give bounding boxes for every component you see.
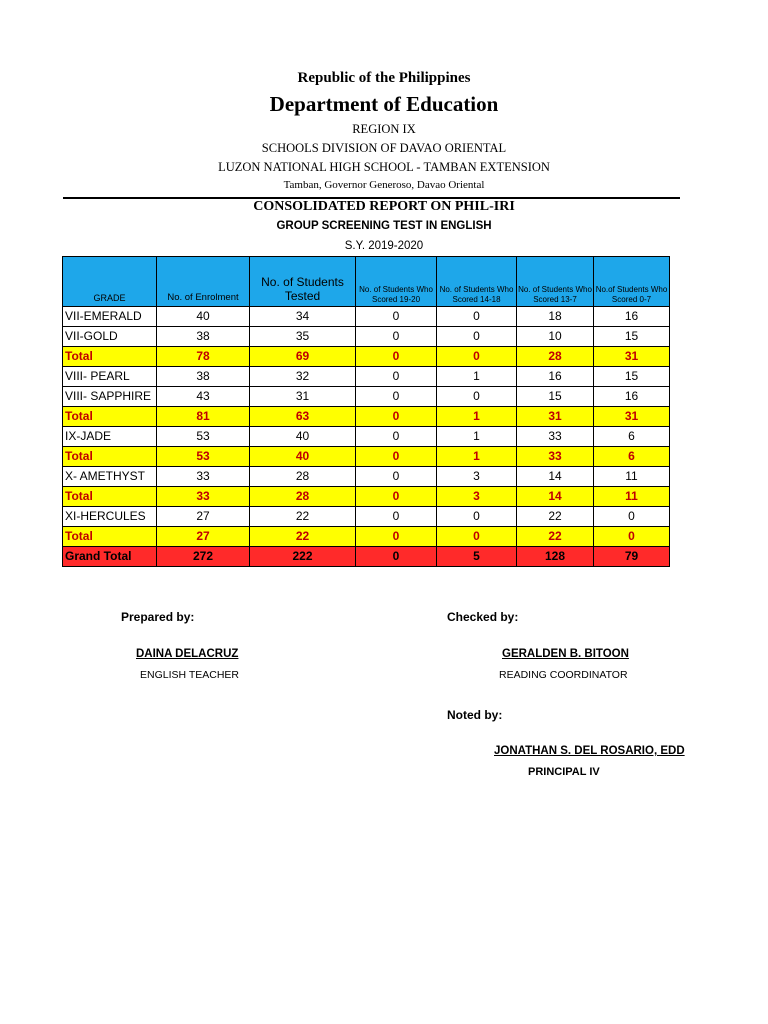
value-cell: 28 [517,347,594,367]
value-cell: 28 [250,467,356,487]
table-row [63,327,670,347]
value-cell: 6 [594,427,670,447]
value-cell: 0 [356,427,437,447]
value-cell: 0 [437,507,517,527]
value-cell: 0 [356,527,437,547]
value-cell: 5 [437,547,517,567]
value-cell: 16 [594,387,670,407]
value-cell: 1 [437,427,517,447]
value-cell: 1 [437,447,517,467]
total-row [63,447,670,467]
value-cell: 43 [157,387,250,407]
checked-by-name: GERALDEN B. BITOON [502,648,629,660]
value-cell: 0 [356,487,437,507]
value-cell: 0 [594,507,670,527]
division-label: SCHOOLS DIVISION OF DAVAO ORIENTAL [261,141,507,155]
school-year: S.Y. 2019-2020 [344,240,424,252]
value-cell: 0 [437,387,517,407]
total-row [63,527,670,547]
checked-by-label: Checked by: [447,610,519,624]
value-cell: 33 [157,467,250,487]
value-cell: 53 [157,427,250,447]
value-cell: 0 [356,467,437,487]
grade-cell: VIII- PEARL [63,367,157,387]
grade-cell: Total [63,527,157,547]
value-cell: 18 [517,307,594,327]
report-subtitle: GROUP SCREENING TEST IN ENGLISH [276,220,492,232]
address-label: Tamban, Governor Generoso, Davao Oriental [283,179,485,191]
column-header-enrolment: No. of Enrolment [157,257,250,307]
column-header-score-0-7: No.of Students Who Scored 0-7 [594,257,670,307]
table-row [63,307,670,327]
value-cell: 40 [250,427,356,447]
value-cell: 78 [157,347,250,367]
report-title: CONSOLIDATED REPORT ON PHIL-IRI [253,199,515,214]
grade-cell: XI-HERCULES [63,507,157,527]
prepared-by-name: DAINA DELACRUZ [136,648,239,660]
table-row [63,367,670,387]
noted-by-role: PRINCIPAL IV [528,766,600,778]
department-title: Department of Education [269,92,499,116]
value-cell: 0 [356,387,437,407]
value-cell: 0 [594,527,670,547]
table-row [63,507,670,527]
noted-by-label: Noted by: [447,708,503,722]
value-cell: 128 [517,547,594,567]
column-header-score-13-7: No. of Students Who Scored 13-7 [517,257,594,307]
table-row [63,467,670,487]
column-header-tested: No. of Students Tested [250,257,356,307]
value-cell: 0 [437,327,517,347]
value-cell: 31 [517,407,594,427]
value-cell: 3 [437,487,517,507]
value-cell: 0 [356,407,437,427]
value-cell: 32 [250,367,356,387]
column-header-score-14-18: No. of Students Who Scored 14-18 [437,257,517,307]
value-cell: 3 [437,467,517,487]
republic-label: Republic of the Philippines [297,70,471,86]
grade-cell: IX-JADE [63,427,157,447]
grade-cell: VII-GOLD [63,327,157,347]
grade-cell: X- AMETHYST [63,467,157,487]
school-label: LUZON NATIONAL HIGH SCHOOL - TAMBAN EXTENSION [218,160,550,174]
value-cell: 6 [594,447,670,467]
value-cell: 15 [517,387,594,407]
value-cell: 0 [356,547,437,567]
value-cell: 38 [157,367,250,387]
value-cell: 14 [517,467,594,487]
grade-cell: Grand Total [63,547,157,567]
value-cell: 33 [517,427,594,447]
value-cell: 31 [594,347,670,367]
table-row [63,387,670,407]
total-row [63,487,670,507]
value-cell: 38 [157,327,250,347]
value-cell: 16 [517,367,594,387]
value-cell: 272 [157,547,250,567]
column-header-score-19-20: No. of Students Who Scored 19-20 [356,257,437,307]
value-cell: 81 [157,407,250,427]
grade-cell: Total [63,407,157,427]
value-cell: 15 [594,367,670,387]
table-body [63,307,670,567]
value-cell: 33 [157,487,250,507]
value-cell: 0 [356,347,437,367]
value-cell: 33 [517,447,594,467]
column-header-grade: GRADE [63,257,157,307]
value-cell: 16 [594,307,670,327]
value-cell: 11 [594,487,670,507]
value-cell: 0 [356,307,437,327]
value-cell: 14 [517,487,594,507]
value-cell: 0 [437,347,517,367]
value-cell: 69 [250,347,356,367]
value-cell: 1 [437,367,517,387]
value-cell: 15 [594,327,670,347]
grade-cell: Total [63,347,157,367]
value-cell: 79 [594,547,670,567]
value-cell: 27 [157,527,250,547]
table-row [63,427,670,447]
value-cell: 0 [356,367,437,387]
value-cell: 28 [250,487,356,507]
value-cell: 22 [517,507,594,527]
value-cell: 22 [250,527,356,547]
value-cell: 22 [250,507,356,527]
grand-total-row [63,547,670,567]
prepared-by-role: ENGLISH TEACHER [140,669,239,681]
total-row [63,347,670,367]
value-cell: 1 [437,407,517,427]
value-cell: 22 [517,527,594,547]
checked-by-role: READING COORDINATOR [499,669,628,681]
value-cell: 34 [250,307,356,327]
value-cell: 11 [594,467,670,487]
noted-by-name: JONATHAN S. DEL ROSARIO, EDD [494,745,685,757]
value-cell: 40 [157,307,250,327]
value-cell: 40 [250,447,356,467]
value-cell: 0 [356,327,437,347]
region-label: REGION IX [352,122,416,136]
total-row [63,407,670,427]
value-cell: 53 [157,447,250,467]
value-cell: 0 [356,507,437,527]
value-cell: 222 [250,547,356,567]
value-cell: 63 [250,407,356,427]
grade-cell: Total [63,447,157,467]
value-cell: 10 [517,327,594,347]
grade-cell: VIII- SAPPHIRE [63,387,157,407]
value-cell: 0 [437,527,517,547]
value-cell: 31 [250,387,356,407]
prepared-by-label: Prepared by: [121,610,195,624]
results-table [62,256,670,567]
value-cell: 27 [157,507,250,527]
value-cell: 0 [356,447,437,467]
value-cell: 31 [594,407,670,427]
grade-cell: VII-EMERALD [63,307,157,327]
value-cell: 35 [250,327,356,347]
grade-cell: Total [63,487,157,507]
value-cell: 0 [437,307,517,327]
